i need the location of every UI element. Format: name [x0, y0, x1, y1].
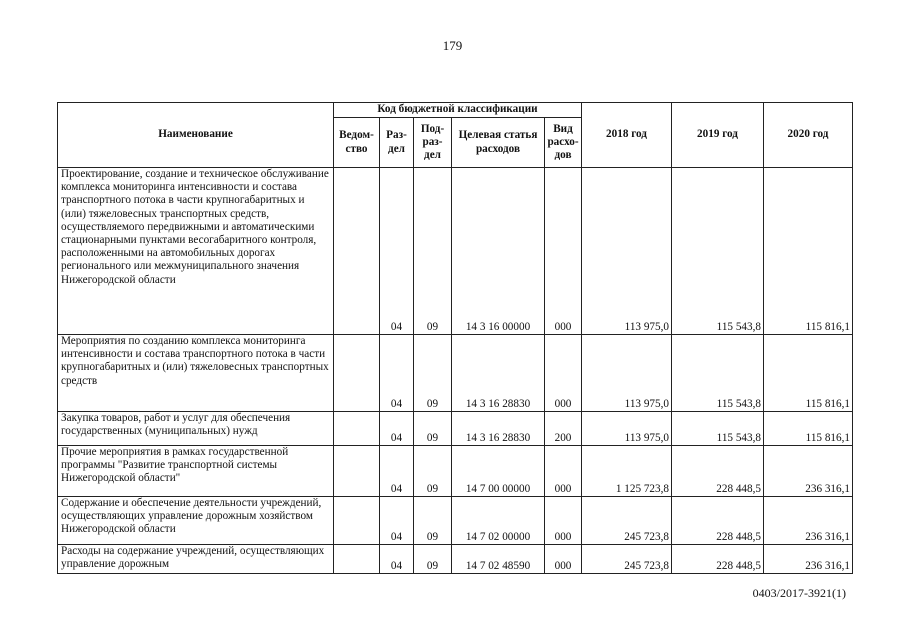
row-2018: 1 125 723,8 [582, 446, 672, 497]
row-2019: 115 543,8 [672, 335, 764, 412]
row-razdel: 04 [380, 545, 414, 574]
row-podrazdel: 09 [414, 335, 452, 412]
row-target: 14 7 02 00000 [452, 497, 545, 545]
row-name: Содержание и обеспечение деятельности учреждений, осуществляющих управление дорожным хозяйством Нижегородской области [58, 497, 334, 545]
row-name: Закупка товаров, работ и услуг для обеспечения государственных (муниципальных) нужд [58, 412, 334, 446]
row-2020: 115 816,1 [764, 335, 853, 412]
row-type: 000 [545, 545, 582, 574]
row-2018: 113 975,0 [582, 168, 672, 335]
header-name: Наименование [58, 103, 334, 168]
row-target: 14 7 02 48590 [452, 545, 545, 574]
table-row [58, 497, 853, 545]
row-target: 14 3 16 00000 [452, 168, 545, 335]
table-header [58, 103, 853, 168]
row-podrazdel: 09 [414, 446, 452, 497]
row-razdel: 04 [380, 335, 414, 412]
table-row [58, 412, 853, 446]
header-target-article: Целевая статья расходов [452, 118, 545, 168]
row-razdel: 04 [380, 497, 414, 545]
header-vedomstvo: Ведом-ство [334, 118, 380, 168]
header-2019: 2019 год [672, 103, 764, 168]
row-name: Мероприятия по созданию комплекса мониторинга интенсивности и состава транспортного потока в части крупногабаритных и (или) тяжеловесных транспортных средств [58, 335, 334, 412]
row-2018: 113 975,0 [582, 335, 672, 412]
row-2019: 115 543,8 [672, 412, 764, 446]
row-target: 14 3 16 28830 [452, 412, 545, 446]
row-type: 000 [545, 335, 582, 412]
row-podrazdel: 09 [414, 497, 452, 545]
row-2020: 115 816,1 [764, 168, 853, 335]
row-type: 200 [545, 412, 582, 446]
budget-table [57, 102, 853, 574]
row-type: 000 [545, 168, 582, 335]
row-razdel: 04 [380, 168, 414, 335]
page-number: 179 [442, 38, 463, 53]
row-2019: 228 448,5 [672, 545, 764, 574]
row-2020: 236 316,1 [764, 446, 853, 497]
row-2018: 113 975,0 [582, 412, 672, 446]
row-2020: 115 816,1 [764, 412, 853, 446]
row-vedomstvo [334, 412, 380, 446]
row-razdel: 04 [380, 446, 414, 497]
row-2018: 245 723,8 [582, 497, 672, 545]
row-podrazdel: 09 [414, 412, 452, 446]
row-2019: 228 448,5 [672, 446, 764, 497]
table-row [58, 168, 853, 335]
row-target: 14 3 16 28830 [452, 335, 545, 412]
document-code: 0403/2017-3921(1) [752, 586, 846, 600]
row-vedomstvo [334, 497, 380, 545]
header-expense-type: Вид расхо-дов [545, 118, 582, 168]
header-podrazdel: Под-раз-дел [414, 118, 452, 168]
row-name: Прочие мероприятия в рамках государственной программы "Развитие транспортной системы Нижегородской области" [58, 446, 334, 497]
header-2020: 2020 год [764, 103, 853, 168]
row-2020: 236 316,1 [764, 545, 853, 574]
row-2020: 236 316,1 [764, 497, 853, 545]
row-type: 000 [545, 446, 582, 497]
row-name: Проектирование, создание и техническое обслуживание комплекса мониторинга интенсивности и состава транспортного потока в части крупногабаритных и (или) тяжеловесных транспортных средств, осуществляемого передвижными и автоматическими стационарными пунктами весогабаритного контроля, расположенными на автомобильных дорогах регионального или межмуниципального значения Нижегородской области [58, 168, 334, 335]
header-2018: 2018 год [582, 103, 672, 168]
row-vedomstvo [334, 168, 380, 335]
row-razdel: 04 [380, 412, 414, 446]
row-2018: 245 723,8 [582, 545, 672, 574]
header-classification: Код бюджетной классификации [334, 103, 582, 118]
row-2019: 115 543,8 [672, 168, 764, 335]
row-vedomstvo [334, 545, 380, 574]
row-vedomstvo [334, 335, 380, 412]
table-row [58, 335, 853, 412]
row-target: 14 7 00 00000 [452, 446, 545, 497]
row-vedomstvo [334, 446, 380, 497]
header-razdel: Раз-дел [380, 118, 414, 168]
table-row [58, 446, 853, 497]
row-name: Расходы на содержание учреждений, осуществляющих управление дорожным [58, 545, 334, 574]
row-podrazdel: 09 [414, 545, 452, 574]
row-2019: 228 448,5 [672, 497, 764, 545]
table-row [58, 545, 853, 574]
row-type: 000 [545, 497, 582, 545]
row-podrazdel: 09 [414, 168, 452, 335]
